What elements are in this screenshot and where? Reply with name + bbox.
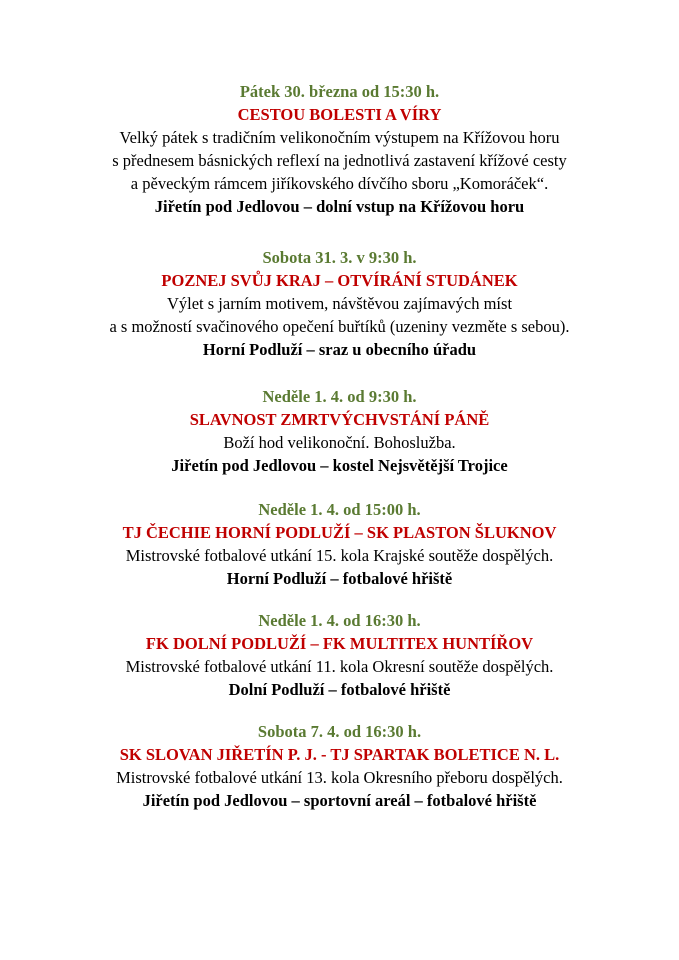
event-date: Pátek 30. března od 15:30 h.	[239, 82, 440, 101]
event-title: CESTOU BOLESTI A VÍRY	[237, 105, 442, 124]
event-description-line: Mistrovské fotbalové utkání 13. kola Okresního přeboru dospělých.	[116, 768, 563, 787]
event-description-line: s přednesem básnických reflexí na jednotlivá zastavení křížové cesty	[112, 151, 567, 170]
event-3	[0, 385, 679, 477]
event-2	[0, 246, 679, 361]
event-6	[0, 720, 679, 812]
event-place: Jiřetín pod Jedlovou – kostel Nejsvětější Trojice	[171, 456, 508, 475]
event-description-line: a s možností svačinového opečení buřtíků (uzeniny vezměte s sebou).	[109, 317, 570, 336]
event-date: Neděle 1. 4. od 15:00 h.	[258, 500, 421, 519]
event-place: Dolní Podluží – fotbalové hřiště	[228, 680, 451, 699]
event-title: POZNEJ SVŮJ KRAJ – OTVÍRÁNÍ STUDÁNEK	[161, 271, 518, 290]
event-place: Horní Podluží – sraz u obecního úřadu	[202, 340, 477, 359]
event-description-line: Boží hod velikonoční. Bohoslužba.	[223, 433, 456, 452]
event-5	[0, 609, 679, 701]
event-date: Sobota 31. 3. v 9:30 h.	[262, 248, 417, 267]
event-description-line: Mistrovské fotbalové utkání 15. kola Krajské soutěže dospělých.	[125, 546, 554, 565]
event-4	[0, 498, 679, 590]
event-place: Jiřetín pod Jedlovou – dolní vstup na Křížovou horu	[154, 197, 525, 216]
event-date: Sobota 7. 4. od 16:30 h.	[257, 722, 422, 741]
event-description-line: Mistrovské fotbalové utkání 11. kola Okresní soutěže dospělých.	[125, 657, 554, 676]
event-date: Neděle 1. 4. od 16:30 h.	[258, 611, 421, 630]
event-place: Horní Podluží – fotbalové hřiště	[226, 569, 453, 588]
event-title: SK SLOVAN JIŘETÍN P. J. - TJ SPARTAK BOLETICE N. L.	[119, 745, 560, 764]
event-description-line: Výlet s jarním motivem, návštěvou zajímavých míst	[166, 294, 513, 313]
event-1	[0, 80, 679, 218]
event-title: TJ ČECHIE HORNÍ PODLUŽÍ – SK PLASTON ŠLUKNOV	[122, 523, 557, 542]
event-title: SLAVNOST ZMRTVÝCHVSTÁNÍ PÁNĚ	[189, 410, 490, 429]
event-description-line: Velký pátek s tradičním velikonočním výstupem na Křížovou horu	[119, 128, 560, 147]
event-title: FK DOLNÍ PODLUŽÍ – FK MULTITEX HUNTÍŘOV	[145, 634, 534, 653]
event-place: Jiřetín pod Jedlovou – sportovní areál – fotbalové hřiště	[142, 791, 537, 810]
event-date: Neděle 1. 4. od 9:30 h.	[262, 387, 417, 406]
event-description-line: a pěveckým rámcem jiříkovského dívčího sboru „Komoráček“.	[130, 174, 549, 193]
